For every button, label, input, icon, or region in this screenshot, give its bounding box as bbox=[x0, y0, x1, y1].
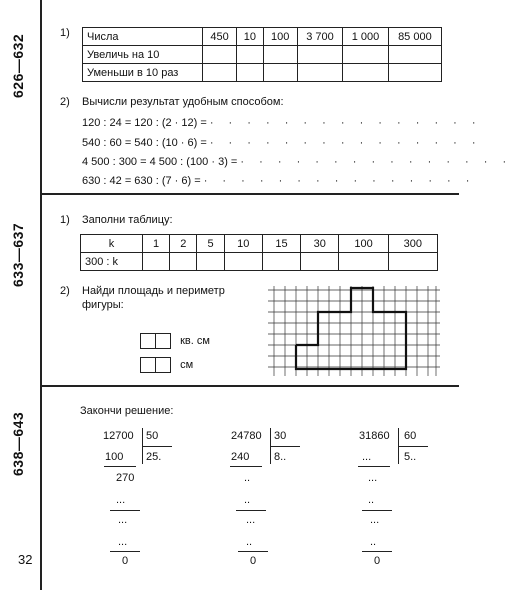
dividend: 31860 bbox=[359, 430, 390, 442]
section-divider-1 bbox=[40, 193, 459, 195]
table-cell: 300 bbox=[388, 235, 437, 253]
remainder-step: 100 bbox=[105, 451, 124, 463]
quotient[interactable]: 5.. bbox=[404, 451, 417, 463]
task2-line bbox=[82, 175, 475, 187]
table-cell: Увеличь на 10 bbox=[83, 46, 203, 64]
table-cell: 1 bbox=[143, 235, 170, 253]
task5-title: Закончи решение: bbox=[80, 405, 174, 417]
task1-number: 1) bbox=[60, 27, 70, 39]
table-cell: 2 bbox=[170, 235, 197, 253]
quotient[interactable]: 8.. bbox=[274, 451, 287, 463]
step-line bbox=[110, 551, 140, 552]
remainder-step[interactable]: .. bbox=[244, 472, 251, 484]
task2-line bbox=[82, 137, 482, 149]
remainder-step[interactable]: ... bbox=[362, 451, 372, 463]
table-cell: 5 bbox=[197, 235, 224, 253]
task2-number: 2) bbox=[60, 96, 70, 108]
answer-box[interactable] bbox=[155, 333, 171, 349]
remainder-step[interactable]: ... bbox=[370, 514, 380, 526]
answer-dots[interactable]: · · · · · · · · · · · · · · · bbox=[203, 175, 476, 187]
section-divider-2 bbox=[40, 385, 459, 387]
task2-line bbox=[82, 156, 512, 168]
step-line bbox=[110, 510, 140, 511]
answer-box[interactable] bbox=[140, 357, 156, 373]
remainder-step[interactable]: ... bbox=[118, 514, 128, 526]
table-row bbox=[83, 64, 442, 82]
answer-cell[interactable] bbox=[262, 253, 300, 271]
section-label-626-632: 626—632 bbox=[10, 33, 26, 98]
dividend: 12700 bbox=[103, 430, 134, 442]
table-cell: 100 bbox=[263, 28, 297, 46]
remainder-step[interactable]: .. bbox=[246, 536, 253, 548]
table-cell: Числа bbox=[83, 28, 203, 46]
remainder-step[interactable]: .. bbox=[244, 494, 251, 506]
table-cell: 1 000 bbox=[343, 28, 389, 46]
remainder-step[interactable]: ... bbox=[116, 494, 126, 506]
step-line bbox=[238, 551, 268, 552]
answer-cell[interactable] bbox=[388, 253, 437, 271]
perimeter-answer bbox=[140, 357, 193, 373]
step-line bbox=[362, 551, 392, 552]
divisor: 60 bbox=[404, 430, 417, 442]
answer-cell[interactable] bbox=[388, 46, 441, 64]
dividend: 24780 bbox=[231, 430, 262, 442]
remainder-step[interactable]: ... bbox=[118, 536, 128, 548]
divisor-underline bbox=[398, 446, 428, 447]
answer-cell[interactable] bbox=[301, 253, 339, 271]
answer-box[interactable] bbox=[140, 333, 156, 349]
divisor: 50 bbox=[146, 430, 159, 442]
answer-dots[interactable]: · · · · · · · · · · · · · · · bbox=[209, 137, 482, 149]
answer-cell[interactable] bbox=[203, 64, 237, 82]
answer-dots[interactable]: · · · · · · · · · · · · · · · bbox=[209, 117, 482, 129]
table-cell: 100 bbox=[339, 235, 388, 253]
figure-grid bbox=[264, 280, 444, 380]
area-unit: кв. см bbox=[180, 334, 210, 347]
remainder-step[interactable]: .. bbox=[370, 536, 377, 548]
task4-number: 2) bbox=[60, 285, 70, 297]
grid-lines bbox=[268, 286, 440, 376]
step-line bbox=[104, 466, 136, 467]
remainder-step: 270 bbox=[116, 472, 135, 484]
task4-title-line1: Найди площадь и периметр bbox=[82, 285, 225, 297]
margin-vertical-rule bbox=[40, 0, 42, 590]
final-remainder: 0 bbox=[122, 555, 129, 567]
remainder-step: 240 bbox=[231, 451, 250, 463]
answer-box[interactable] bbox=[155, 357, 171, 373]
task3-title: Заполни таблицу: bbox=[82, 214, 173, 226]
answer-cell[interactable] bbox=[263, 64, 297, 82]
answer-cell[interactable] bbox=[224, 253, 262, 271]
answer-cell[interactable] bbox=[237, 46, 263, 64]
expression: 540 : 60 = 540 : (10 · 6) = bbox=[82, 137, 207, 149]
section-label-633-637: 633—637 bbox=[10, 222, 26, 287]
step-line bbox=[236, 510, 266, 511]
remainder-step[interactable]: ... bbox=[246, 514, 256, 526]
quotient: 25. bbox=[146, 451, 162, 463]
answer-cell[interactable] bbox=[263, 46, 297, 64]
answer-cell[interactable] bbox=[237, 64, 263, 82]
answer-cell[interactable] bbox=[388, 64, 441, 82]
divisor-underline bbox=[142, 446, 172, 447]
table-row bbox=[83, 28, 442, 46]
task2-title: Вычисли результат удобным способом: bbox=[82, 96, 284, 108]
area-answer bbox=[140, 333, 210, 349]
task1-table bbox=[82, 27, 442, 82]
table-cell: 30 bbox=[301, 235, 339, 253]
table-row bbox=[83, 46, 442, 64]
section-label-638-643: 638—643 bbox=[10, 411, 26, 476]
table-cell: 10 bbox=[224, 235, 262, 253]
step-line bbox=[358, 466, 390, 467]
expression: 120 : 24 = 120 : (2 · 12) = bbox=[82, 117, 207, 129]
step-line bbox=[362, 510, 392, 511]
table-cell: 450 bbox=[203, 28, 237, 46]
remainder-step[interactable]: ... bbox=[368, 472, 378, 484]
answer-cell[interactable] bbox=[297, 64, 343, 82]
remainder-step[interactable]: .. bbox=[368, 494, 375, 506]
answer-cell[interactable] bbox=[203, 46, 237, 64]
task2-line bbox=[82, 117, 482, 129]
table-cell: 15 bbox=[262, 235, 300, 253]
perimeter-unit: см bbox=[180, 358, 194, 371]
task3-table bbox=[80, 234, 438, 271]
answer-cell[interactable] bbox=[297, 46, 343, 64]
table-cell: k bbox=[81, 235, 143, 253]
table-row bbox=[81, 235, 438, 253]
task3-number: 1) bbox=[60, 214, 70, 226]
answer-cell[interactable] bbox=[197, 253, 224, 271]
table-cell: 85 000 bbox=[388, 28, 441, 46]
expression: 4 500 : 300 = 4 500 : (100 · 3) = bbox=[82, 156, 238, 168]
answer-dots[interactable]: · · · · · · · · · · · · · · · bbox=[240, 156, 512, 168]
page-number: 32 bbox=[18, 552, 33, 567]
expression: 630 : 42 = 630 : (7 · 6) = bbox=[82, 175, 201, 187]
final-remainder: 0 bbox=[250, 555, 257, 567]
answer-cell[interactable] bbox=[143, 253, 170, 271]
table-cell: Уменьши в 10 раз bbox=[83, 64, 203, 82]
step-line bbox=[230, 466, 262, 467]
divisor: 30 bbox=[274, 430, 287, 442]
divisor-underline bbox=[270, 446, 300, 447]
answer-cell[interactable] bbox=[339, 253, 388, 271]
answer-cell[interactable] bbox=[343, 46, 389, 64]
answer-cell[interactable] bbox=[170, 253, 197, 271]
table-row bbox=[81, 253, 438, 271]
table-cell: 3 700 bbox=[297, 28, 343, 46]
table-cell: 10 bbox=[237, 28, 263, 46]
final-remainder: 0 bbox=[374, 555, 381, 567]
table-cell: 300 : k bbox=[81, 253, 143, 271]
task4-title-line2: фигуры: bbox=[82, 299, 124, 311]
answer-cell[interactable] bbox=[343, 64, 389, 82]
